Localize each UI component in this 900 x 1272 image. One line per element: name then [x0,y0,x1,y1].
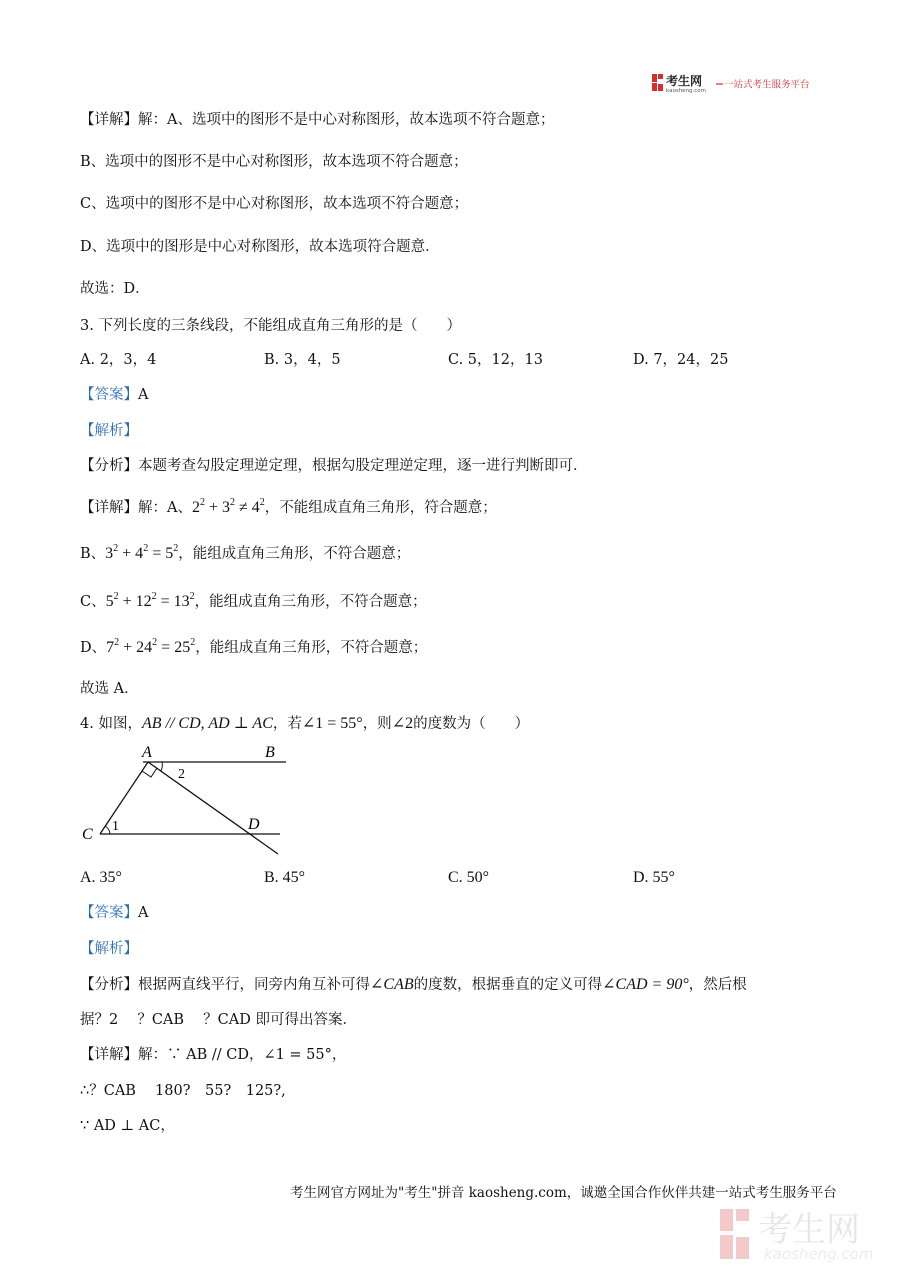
q3-answer: A [138,387,149,403]
q2-detail-a-line [80,110,554,130]
q3-fenxi-line [80,456,588,476]
label-d: D [248,816,260,833]
segment-ca [100,762,148,834]
q4-question-tail: 的度数为（ ） [413,716,530,732]
q3-analysis-tag: 【解析】 [80,423,138,439]
q3-option-d: D. 7，24，25 [633,352,729,368]
q4-option-d: D. 55° [633,869,675,886]
logo-slogan: 一站式考生服务平台 [724,79,810,91]
q4-detail-3: ∵ AD ⊥ AC， [80,1118,175,1134]
q4-fenxi-2: 的度数，根据垂直的定义可得 [413,977,603,993]
q3-detail-b-suffix: ，能组成直角三角形，不符合题意； [178,546,411,562]
footer-text: 考生网官方网址为"考生"拼音 kaosheng.com，诚邀全国合作伙伴共建一站式考生服务平台 [290,1185,837,1201]
q3-option-b: B. 3，4，5 [264,352,341,368]
label-b: B [265,744,275,761]
q4-fenxi-4: 据？2 ？CAB ？CAD 即可得出答案． [80,1012,357,1028]
kaosheng-logo-icon [652,72,822,94]
q4-option-b: B. 45° [264,869,306,886]
q4-fenxi-angle-cad: ∠CAD = 90° [602,976,689,993]
q3-option-a: A. 2，3，4 [80,352,157,368]
q4-fenxi-tag: 【分析】 [80,977,138,993]
q3-formula-d: $7^2 + 24^2 = 25^2$ [106,637,196,656]
q3-detail-b-line: B、$3^2 + 4^2 = 5^2$，能组成直角三角形，不符合题意； [80,543,411,562]
q4-given-formula: AB // CD, AD ⊥ AC [141,715,273,732]
q4-detail-1-line [80,1045,346,1065]
q2-detail-c: C、选项中的图形不是中心对称图形，故本选项不符合题意； [80,196,469,212]
q4-question-prefix: 4. 如图， [80,716,142,732]
angle2-arc [161,762,162,771]
q3-fenxi: 本题考查勾股定理逆定理，根据勾股定理逆定理，逐一进行判断即可． [138,458,588,474]
label-angle1: 1 [112,819,119,834]
segment-ad [148,762,278,854]
q3-detail-c-line: C、$5^2 + 12^2 = 13^2$，能组成直角三角形，不符合题意； [80,591,427,610]
q3-formula-a: $2^2 + 3^2 \ne 4^2$ [191,497,265,516]
q3-detail-d-suffix: ，能组成直角三角形，不符合题意； [195,640,428,656]
q4-angle-formula: ∠1 = 55° [301,715,363,732]
q2-conclusion: 故选：D． [80,281,150,297]
q4-fenxi-angle-cab: ∠CAB [370,976,414,993]
watermark-url: kaosheng.com [764,1245,874,1263]
q4-detail-2: ∴？CAB 180? 55? 125?, [80,1083,286,1099]
q4-fenxi-1: 根据两直线平行，同旁内角互补可得 [138,977,370,993]
q3-detail-a-prefix: 解：A、 [138,500,192,516]
q3-fenxi-tag: 【分析】 [80,458,138,474]
q4-answer-line [80,903,148,923]
watermark-logo-icon [718,1205,888,1265]
logo-sub: kaosheng.com [666,88,707,94]
q4-fenxi-line [80,975,747,995]
header-logo [652,72,822,94]
q4-fenxi-3: ，然后根 [688,977,747,993]
q3-detail-c-suffix: ，能组成直角三角形，不符合题意； [194,594,427,610]
q4-option-c: C. 50° [448,869,490,886]
q3-question: 3. 下列长度的三条线段，不能组成直角三角形的是（ ） [80,318,461,334]
q3-detail-tag: 【详解】 [80,500,138,516]
logo-name: 考生网 [666,74,703,88]
q4-question-end: ，则 [362,716,392,732]
q3-detail-d-line: D、$7^2 + 24^2 = 25^2$，能组成直角三角形，不符合题意； [80,637,428,656]
q2-detail-d: D、选项中的图形是中心对称图形，故本选项符合题意． [80,239,440,255]
watermark-name: 考生网 [758,1210,860,1250]
right-angle-mark [142,768,157,777]
q4-figure [78,740,298,860]
q4-detail-1: 解：∵ AB // CD，∠1 = 55°， [138,1047,347,1063]
q3-detail-a-line [80,498,497,518]
q4-question-line [80,714,529,734]
q3-detail-a-suffix: ，不能组成直角三角形，符合题意； [264,500,497,516]
label-angle2: 2 [178,767,185,782]
watermark [718,1205,888,1265]
q4-answer: A [138,905,149,921]
q2-detail-intro: 解： [138,112,167,128]
q3-conclusion: 故选 A． [80,681,139,697]
label-c: C [82,826,93,843]
q3-answer-tag: 【答案】 [80,387,138,403]
q3-answer-line [80,385,148,405]
q4-analysis-tag: 【解析】 [80,941,138,957]
angle1-arc [105,826,110,834]
q2-detail-tag: 【详解】 [80,112,138,128]
q4-answer-tag: 【答案】 [80,905,138,921]
q4-detail-tag: 【详解】 [80,1047,138,1063]
q3-option-c: C. 5，12，13 [448,352,543,368]
q4-question-mid: ，若 [272,716,302,732]
q4-angle2: ∠2 [391,715,414,732]
q3-formula-c: $5^2 + 12^2 = 13^2$ [105,591,195,610]
q3-formula-b: $3^2 + 4^2 = 5^2$ [105,543,179,562]
q2-detail-b: B、选项中的图形不是中心对称图形，故本选项不符合题意； [80,154,468,170]
label-a: A [142,744,152,761]
q2-detail-a: A、选项中的图形不是中心对称图形，故本选项不符合题意； [167,112,555,128]
q4-option-a: A. 35° [80,869,122,886]
